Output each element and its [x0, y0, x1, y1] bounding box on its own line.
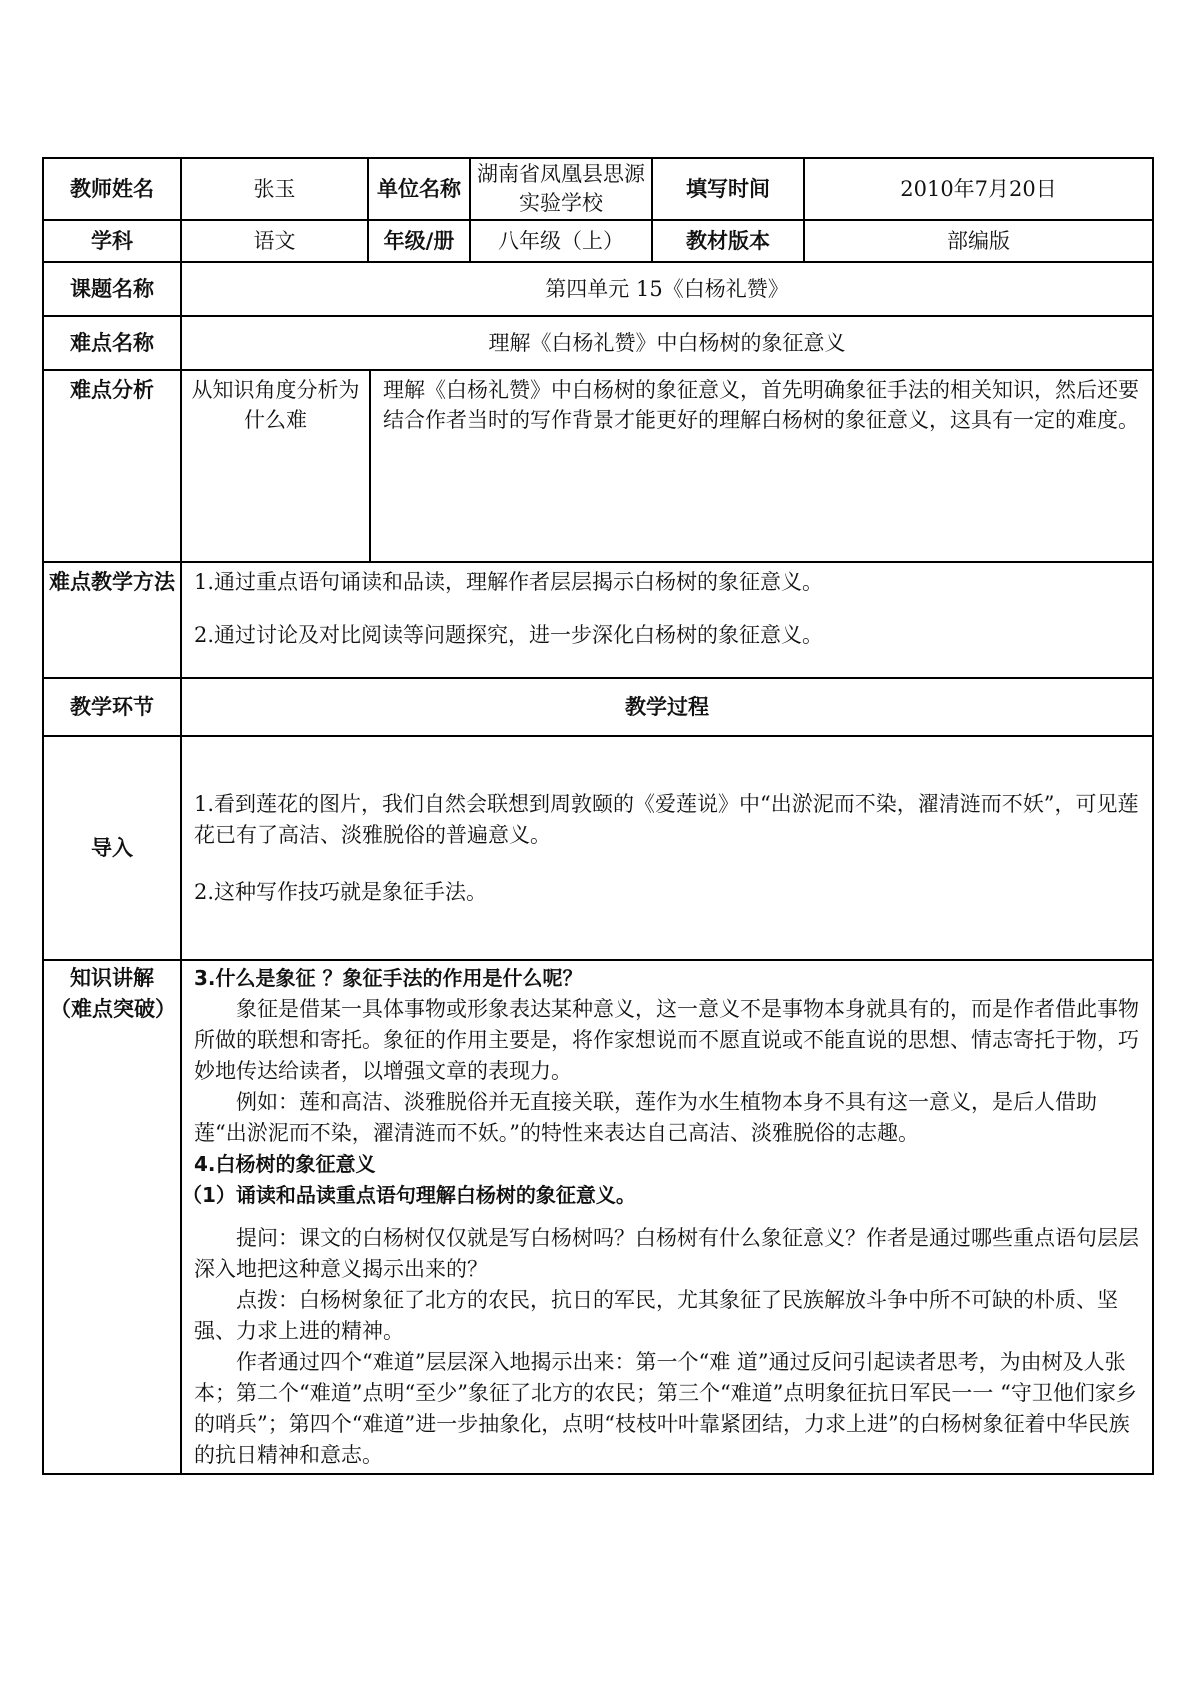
knowledge-paragraph-3b: 例如：莲和高洁、淡雅脱俗并无直接关联，莲作为水生植物本身不具有这一意义，是后人借助莲“出淤泥而不染，濯清涟而不妖。”的特性来表达自己高洁、淡雅脱俗的志趣。 [194, 1090, 1097, 1145]
knowledge-label: 知识讲解（难点突破） [43, 960, 181, 1474]
knowledge-guide: 点拨：白杨树象征了北方的农民，抗日的军民，尤其象征了民族解放斗争中所不可缺的朴质、坚强、力求上进的精神。 [194, 1288, 1118, 1343]
grade-value: 八年级（上） [470, 220, 652, 262]
knowledge-ask: 提问：课文的白杨树仅仅就是写白杨树吗？白杨树有什么象征意义？作者是通过哪些重点语句层层深入地把这种意义揭示出来的？ [194, 1226, 1139, 1281]
unit-label: 单位名称 [368, 158, 470, 220]
grade-label: 年级/册 [368, 220, 470, 262]
method-item-1: 1.通过重点语句诵读和品读，理解作者层层揭示白杨树的象征意义。 [194, 570, 824, 594]
topic-label: 课题名称 [43, 262, 181, 316]
header-row-1 [43, 158, 1153, 220]
edition-label: 教材版本 [652, 220, 804, 262]
intro-row [43, 736, 1153, 960]
date-value: 2010年7月20日 [804, 158, 1153, 220]
topic-row [43, 262, 1153, 316]
knowledge-question-3: 3.什么是象征 ？象征手法的作用是什么呢？ [194, 966, 583, 990]
method-label: 难点教学方法 [43, 562, 181, 678]
knowledge-detail: 作者通过四个“难道”层层深入地揭示出来：第一个“难 道”通过反问引起读者思考，为由树及人张本；第二个“难道”点明“至少”象征了北方的农民；第三个“难道”点明象征抗日军民一一 “守卫他们家乡的哨兵”；第四个“难道”进一步抽象化，点明“枝枝叶叶靠紧团结，力求上进”的白杨树象征着中华民族的抗日精神和意志。 [194, 1350, 1137, 1467]
header-row-2 [43, 220, 1153, 262]
analysis-row [43, 370, 1153, 562]
knowledge-cell [181, 960, 1153, 1474]
process-header-row [43, 678, 1153, 736]
unit-value: 湖南省凤凰县思源实验学校 [470, 158, 652, 220]
analysis-subtable [182, 371, 1152, 561]
analysis-cell [181, 370, 1153, 562]
process-label: 教学过程 [181, 678, 1153, 736]
knowledge-row [43, 960, 1153, 1474]
method-row [43, 562, 1153, 678]
knowledge-paragraph-3a: 象征是借某一具体事物或形象表达某种意义，这一意义不是事物本身就具有的，而是作者借此事物所做的联想和寄托。象征的作用主要是，将作家想说而不愿直说或不能直说的思想、情志寄托于物，巧妙地传达给读者，以增强文章的表现力。 [194, 997, 1139, 1083]
difficulty-label: 难点名称 [43, 316, 181, 370]
analysis-label: 难点分析 [43, 370, 181, 562]
topic-value: 第四单元 15《白杨礼赞》 [181, 262, 1153, 316]
intro-label: 导入 [43, 736, 181, 960]
teacher-value: 张玉 [181, 158, 368, 220]
intro-paragraph-2: 2.这种写作技巧就是象征手法。 [194, 879, 488, 904]
difficulty-value: 理解《白杨礼赞》中白杨树的象征意义 [181, 316, 1153, 370]
difficulty-row [43, 316, 1153, 370]
lesson-plan-table [42, 157, 1154, 1475]
analysis-sub-label: 从知识角度分析为什么难 [182, 371, 370, 561]
date-label: 填写时间 [652, 158, 804, 220]
method-item-2: 2.通过讨论及对比阅读等问题探究，进一步深化白杨树的象征意义。 [194, 623, 824, 647]
stage-label: 教学环节 [43, 678, 181, 736]
teacher-label: 教师姓名 [43, 158, 181, 220]
subject-label: 学科 [43, 220, 181, 262]
method-cell [181, 562, 1153, 678]
intro-paragraph-1: 1.看到莲花的图片，我们自然会联想到周敦颐的《爱莲说》中“出淤泥而不染，濯清涟而不妖”，可见莲花已有了高洁、淡雅脱俗的普遍意义。 [194, 791, 1139, 847]
knowledge-question-4-1: （1）诵读和品读重点语句理解白杨树的象征意义。 [182, 1183, 636, 1207]
intro-cell [181, 736, 1153, 960]
analysis-text: 理解《白杨礼赞》中白杨树的象征意义，首先明确象征手法的相关知识，然后还要结合作者当时的写作背景才能更好的理解白杨树的象征意义，这具有一定的难度。 [383, 378, 1139, 432]
knowledge-question-4: 4.白杨树的象征意义 [194, 1152, 376, 1176]
edition-value: 部编版 [804, 220, 1153, 262]
subject-value: 语文 [181, 220, 368, 262]
